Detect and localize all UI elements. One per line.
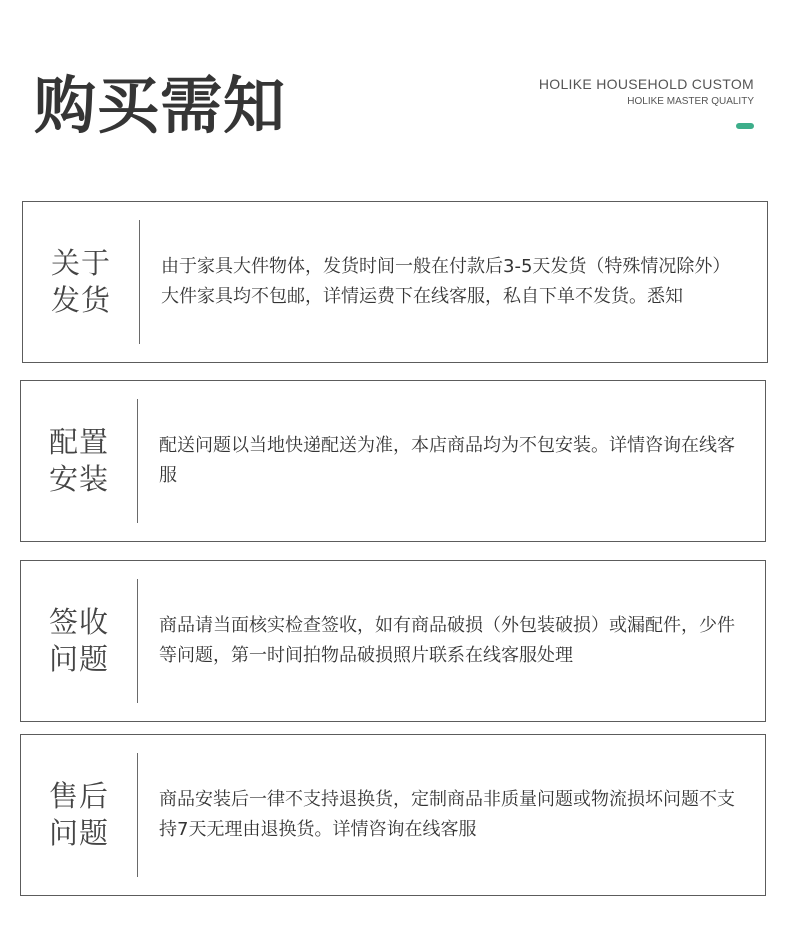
section-text: 由于家具大件物体，发货时间一般在付款后3-5天发货（特殊情况除外）大件家具均不包邮，详情运费下在线客服，私自下单不发货。悉知 bbox=[161, 256, 731, 307]
section-text: 商品安装后一律不支持退换货，定制商品非质量问题或物流损坏问题不支持7天无理由退换货。详情咨询在线客服 bbox=[159, 789, 735, 840]
section-label-line1: 关于 bbox=[50, 246, 111, 280]
section-label bbox=[21, 735, 137, 895]
section-label-line1: 配置 bbox=[48, 425, 109, 459]
brand-tagline: HOLIKE HOUSEHOLD CUSTOM bbox=[538, 76, 754, 92]
section-label-line1: 签收 bbox=[48, 605, 109, 639]
section-label-line1: 售后 bbox=[48, 779, 109, 813]
notice-installation bbox=[20, 380, 766, 542]
section-divider bbox=[137, 753, 138, 877]
brand-subtagline: HOLIKE MASTER QUALITY bbox=[627, 96, 754, 107]
notice-receipt bbox=[20, 560, 766, 722]
section-label-line2: 安装 bbox=[48, 462, 109, 496]
section-divider bbox=[139, 220, 140, 344]
section-label bbox=[21, 561, 137, 721]
section-label-line2: 发货 bbox=[50, 283, 111, 317]
section-label bbox=[23, 202, 139, 362]
accent-bar bbox=[736, 123, 754, 129]
notice-shipping bbox=[22, 201, 768, 363]
page-title: 购买需知 bbox=[34, 69, 287, 142]
section-label bbox=[21, 381, 137, 541]
section-divider bbox=[137, 579, 138, 703]
section-label-line2: 问题 bbox=[48, 642, 109, 676]
section-text: 配送问题以当地快递配送为准，本店商品均为不包安装。详情咨询在线客服 bbox=[159, 435, 735, 486]
section-text: 商品请当面核实检查签收，如有商品破损（外包装破损）或漏配件，少件等问题，第一时间拍物品破损照片联系在线客服处理 bbox=[159, 615, 735, 666]
section-divider bbox=[137, 399, 138, 523]
notice-after-sales bbox=[20, 734, 766, 896]
section-label-line2: 问题 bbox=[48, 816, 109, 850]
